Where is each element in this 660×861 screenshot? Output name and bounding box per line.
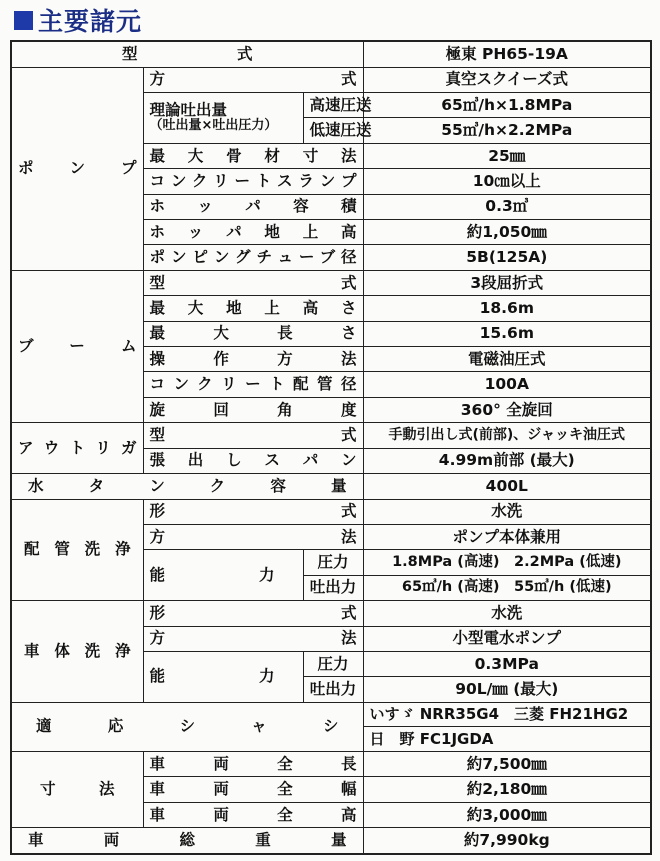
body-wash-form-value: 水洗 <box>363 601 651 626</box>
width-value: 約2,180㎜ <box>363 777 651 802</box>
pipe-wash-form-label: 形式 <box>143 499 363 524</box>
water-tank-value: 400L <box>363 474 651 499</box>
boom-rotation-label: 旋回角度 <box>143 397 363 422</box>
blue-square-icon <box>14 11 33 30</box>
boom-pipe-label: コンクリート配管径 <box>143 372 363 397</box>
pump-category: ポンプ <box>11 67 143 270</box>
table-row <box>11 601 651 626</box>
chassis-value-line1: いすゞ NRR35G4 三菱 FH21HG2 <box>363 702 651 727</box>
pipe-wash-pressure-label: 圧力 <box>303 550 363 575</box>
boom-type-label: 型式 <box>143 270 363 295</box>
gross-weight-value: 約7,990kg <box>363 828 651 854</box>
discharge-low-label: 低速圧送 <box>303 118 363 143</box>
table-row <box>11 67 651 92</box>
model-label: 型 式 <box>11 41 363 67</box>
section-title-text: 主要諸元 <box>38 7 143 36</box>
table-row <box>11 423 651 448</box>
water-tank-label: 水タンク容量 <box>11 474 363 499</box>
pipe-wash-form-value: 水洗 <box>363 499 651 524</box>
boom-max-height-label: 最大地上高さ <box>143 296 363 321</box>
hopper-label: ホッパ容積 <box>143 194 363 219</box>
length-value: 約7,500㎜ <box>363 752 651 777</box>
body-wash-form-label: 形式 <box>143 601 363 626</box>
slump-value: 10㎝以上 <box>363 169 651 194</box>
discharge-low-value: 55㎥/h×2.2MPa <box>363 118 651 143</box>
discharge-label <box>143 93 303 144</box>
pipe-wash-pressure-value: 1.8MPa (高速) 2.2MPa (低速) <box>363 550 651 575</box>
pipe-wash-capacity-label: 能力 <box>143 550 303 601</box>
table-row <box>11 702 651 727</box>
outrigger-span-label: 張出しスパン <box>143 448 363 473</box>
table-row <box>11 752 651 777</box>
pipe-wash-flow-value: 65㎥/h (高速) 55㎥/h (低速) <box>363 575 651 600</box>
pipe-wash-method-label: 方法 <box>143 524 363 549</box>
body-wash-flow-label: 吐出力 <box>303 677 363 702</box>
gross-weight-label: 車両総重量 <box>11 828 363 854</box>
pipe-wash-flow-label: 吐出力 <box>303 575 363 600</box>
boom-type-value: 3段屈折式 <box>363 270 651 295</box>
height-value: 約3,000㎜ <box>363 802 651 827</box>
pump-type-value: 真空スクイーズ式 <box>363 67 651 92</box>
boom-max-height-value: 18.6m <box>363 296 651 321</box>
tube-value: 5B(125A) <box>363 245 651 270</box>
section-title <box>14 4 142 36</box>
body-wash-method-label: 方法 <box>143 626 363 651</box>
max-aggregate-value: 25㎜ <box>363 143 651 168</box>
hopper-height-label: ホッパ地上高 <box>143 220 363 245</box>
boom-max-length-value: 15.6m <box>363 321 651 346</box>
pipe-wash-method-value: ポンプ本体兼用 <box>363 524 651 549</box>
table-row <box>11 828 651 854</box>
width-label: 車両全幅 <box>143 777 363 802</box>
dimensions-category: 寸法 <box>11 752 143 828</box>
length-label: 車両全長 <box>143 752 363 777</box>
body-wash-method-value: 小型電水ポンプ <box>363 626 651 651</box>
outrigger-category: アウトリガ <box>11 423 143 474</box>
pump-type-label: 方式 <box>143 67 363 92</box>
boom-category: ブーム <box>11 270 143 422</box>
discharge-high-label: 高速圧送 <box>303 93 363 118</box>
table-row <box>11 474 651 499</box>
boom-max-length-label: 最大長さ <box>143 321 363 346</box>
table-row <box>11 499 651 524</box>
pipe-wash-category: 配管洗浄 <box>11 499 143 601</box>
hopper-value: 0.3㎥ <box>363 194 651 219</box>
chassis-label: 適応シャシ <box>11 702 363 751</box>
model-value: 極東 PH65-19A <box>363 41 651 67</box>
outrigger-span-value: 4.99m前部 (最大) <box>363 448 651 473</box>
spec-table <box>10 40 652 855</box>
discharge-label-line2: （吐出量×吐出圧力） <box>149 118 278 134</box>
outrigger-type-value: 手動引出し式(前部)、ジャッキ油圧式 <box>363 423 651 448</box>
max-aggregate-label: 最大骨材寸法 <box>143 143 363 168</box>
body-wash-capacity-label: 能力 <box>143 651 303 702</box>
table-row <box>11 41 651 67</box>
discharge-high-value: 65㎥/h×1.8MPa <box>363 93 651 118</box>
discharge-label-line1: 理論吐出量 <box>149 101 228 120</box>
body-wash-pressure-label: 圧力 <box>303 651 363 676</box>
body-wash-pressure-value: 0.3MPa <box>363 651 651 676</box>
table-row <box>11 270 651 295</box>
hopper-height-value: 約1,050㎜ <box>363 220 651 245</box>
boom-rotation-value: 360° 全旋回 <box>363 397 651 422</box>
body-wash-category: 車体洗浄 <box>11 601 143 703</box>
outrigger-type-label: 型式 <box>143 423 363 448</box>
height-label: 車両全高 <box>143 802 363 827</box>
tube-label: ポンピングチューブ径 <box>143 245 363 270</box>
chassis-value-line2: 日 野 FC1JGDA <box>363 727 651 752</box>
boom-operation-value: 電磁油圧式 <box>363 347 651 372</box>
slump-label: コンクリートスランプ <box>143 169 363 194</box>
body-wash-flow-value: 90L/㎜ (最大) <box>363 677 651 702</box>
boom-pipe-value: 100A <box>363 372 651 397</box>
boom-operation-label: 操作方法 <box>143 347 363 372</box>
